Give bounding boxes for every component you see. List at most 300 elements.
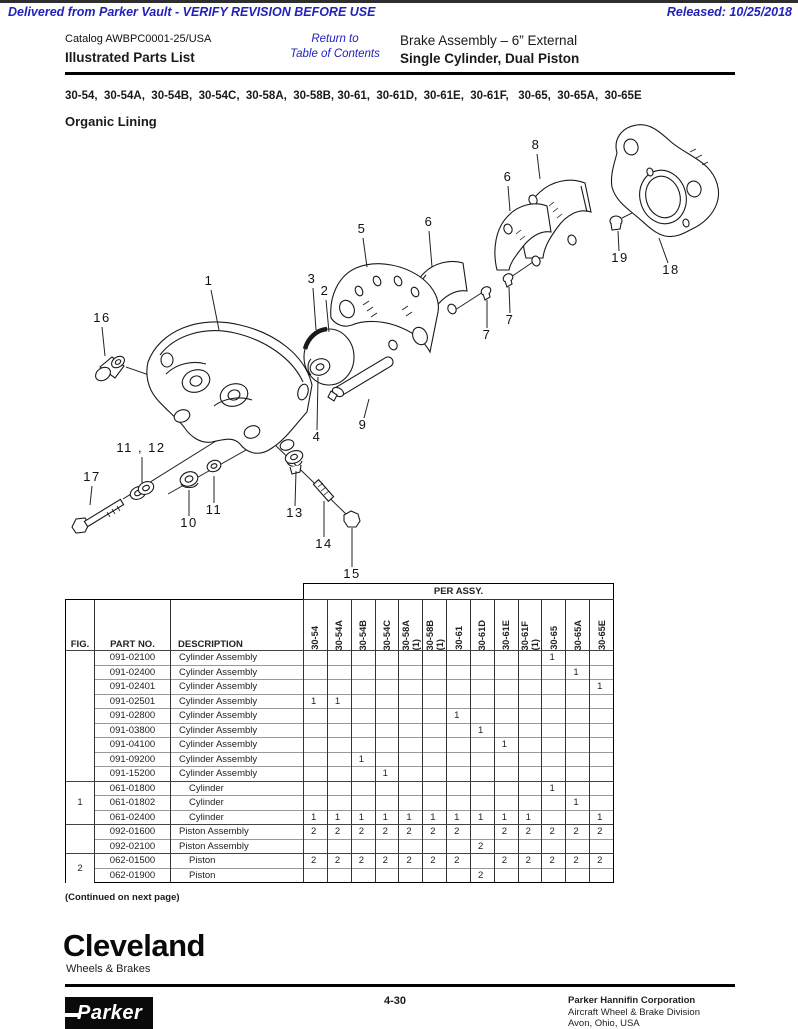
qty-cell xyxy=(351,680,375,695)
qty-cell: 2 xyxy=(470,868,494,883)
col-header-assembly xyxy=(423,600,447,651)
callout-number: 4 xyxy=(312,429,322,444)
qty-cell: 1 xyxy=(304,694,328,709)
qty-cell xyxy=(590,796,614,811)
callout-leader-line xyxy=(429,231,432,267)
col-header-assembly xyxy=(327,600,351,651)
qty-cell: 1 xyxy=(327,694,351,709)
fig-cell xyxy=(66,651,95,782)
qty-cell xyxy=(423,665,447,680)
qty-cell: 1 xyxy=(590,680,614,695)
assembly-model-label: 30-54 xyxy=(310,626,321,650)
col-header-description: DESCRIPTION xyxy=(171,600,304,651)
parts-table xyxy=(65,583,614,883)
table-row xyxy=(66,868,614,883)
part-no-cell: 091-02501 xyxy=(95,694,171,709)
qty-cell xyxy=(304,709,328,724)
callout-number: 7 xyxy=(482,327,492,342)
qty-cell: 1 xyxy=(375,810,399,825)
qty-cell xyxy=(375,781,399,796)
parker-logo-text: Parker xyxy=(77,1002,143,1024)
qty-cell: 2 xyxy=(423,854,447,869)
qty-cell xyxy=(375,709,399,724)
qty-cell xyxy=(447,796,471,811)
qty-cell xyxy=(351,781,375,796)
qty-cell: 2 xyxy=(423,825,447,840)
description-cell: Cylinder Assembly xyxy=(171,709,304,724)
qty-cell xyxy=(375,680,399,695)
callout-number: 15 xyxy=(343,566,361,581)
qty-cell xyxy=(304,680,328,695)
qty-cell xyxy=(518,680,542,695)
qty-cell xyxy=(566,738,590,753)
qty-cell xyxy=(518,781,542,796)
qty-cell xyxy=(542,665,566,680)
qty-cell xyxy=(590,694,614,709)
qty-cell: 2 xyxy=(518,825,542,840)
part-piston-cap xyxy=(304,329,354,385)
description-cell: Cylinder Assembly xyxy=(171,680,304,695)
qty-cell: 2 xyxy=(327,854,351,869)
qty-cell xyxy=(542,723,566,738)
qty-cell xyxy=(351,723,375,738)
callout-leader-line xyxy=(90,486,92,505)
callout-leader-line xyxy=(313,288,316,330)
qty-cell xyxy=(447,651,471,666)
qty-cell xyxy=(590,767,614,782)
qty-cell xyxy=(423,868,447,883)
qty-cell: 2 xyxy=(351,854,375,869)
qty-cell xyxy=(494,752,518,767)
part-rivet-a xyxy=(480,285,493,300)
qty-cell: 1 xyxy=(375,767,399,782)
qty-cell xyxy=(590,651,614,666)
callout-number: 5 xyxy=(357,221,367,236)
qty-cell xyxy=(304,796,328,811)
table-row xyxy=(66,839,614,854)
description-cell: Cylinder xyxy=(171,796,304,811)
qty-cell xyxy=(542,680,566,695)
qty-cell xyxy=(399,738,423,753)
description-cell: Cylinder xyxy=(171,781,304,796)
qty-cell xyxy=(542,810,566,825)
callout-number: 2 xyxy=(320,283,330,298)
qty-cell xyxy=(470,738,494,753)
qty-cell xyxy=(304,752,328,767)
catalog-number: Catalog AWBPC0001-25/USA xyxy=(65,33,212,45)
qty-cell: 1 xyxy=(327,810,351,825)
qty-cell xyxy=(518,796,542,811)
qty-cell xyxy=(327,651,351,666)
qty-cell xyxy=(375,796,399,811)
part-no-cell: 091-02400 xyxy=(95,665,171,680)
qty-cell xyxy=(375,665,399,680)
parker-logo xyxy=(65,997,153,1029)
vault-notice: Delivered from Parker Vault - VERIFY REVISION BEFORE USE xyxy=(8,5,376,19)
qty-cell xyxy=(590,781,614,796)
product-title-line1: Brake Assembly – 6” External xyxy=(400,33,578,48)
qty-cell xyxy=(304,665,328,680)
qty-cell xyxy=(590,868,614,883)
qty-cell xyxy=(351,839,375,854)
qty-cell xyxy=(494,868,518,883)
fig-cell: 1 xyxy=(66,781,95,825)
table-row xyxy=(66,854,614,869)
qty-cell: 1 xyxy=(351,810,375,825)
callout-number: 18 xyxy=(662,262,680,277)
qty-cell xyxy=(494,680,518,695)
qty-cell: 1 xyxy=(447,709,471,724)
col-header-assembly xyxy=(542,600,566,651)
assembly-model-label: 30-61F xyxy=(520,620,531,650)
col-header-assembly xyxy=(304,600,328,651)
table-row xyxy=(66,738,614,753)
assembly-model-label: 30-61D xyxy=(477,619,488,650)
qty-cell: 2 xyxy=(590,854,614,869)
part-no-cell: 091-09200 xyxy=(95,752,171,767)
page-number: 4-30 xyxy=(383,995,407,1007)
qty-cell xyxy=(351,665,375,680)
qty-cell xyxy=(399,781,423,796)
qty-cell xyxy=(375,839,399,854)
qty-cell xyxy=(447,839,471,854)
qty-cell xyxy=(327,738,351,753)
qty-cell xyxy=(351,651,375,666)
col-header-fig: FIG. xyxy=(66,600,95,651)
qty-cell xyxy=(542,738,566,753)
qty-cell xyxy=(327,665,351,680)
return-link-line2: Table of Contents xyxy=(290,48,380,60)
qty-cell xyxy=(470,781,494,796)
qty-cell xyxy=(542,796,566,811)
part-cap-15 xyxy=(344,511,360,527)
assembly-model-label: 30-61E xyxy=(501,620,512,650)
table-row xyxy=(66,767,614,782)
qty-cell xyxy=(566,839,590,854)
table-row xyxy=(66,723,614,738)
qty-cell: 1 xyxy=(494,738,518,753)
qty-cell xyxy=(542,839,566,854)
callout-leader-line xyxy=(659,238,668,263)
callout-leader-line xyxy=(363,238,367,267)
qty-cell xyxy=(470,651,494,666)
qty-cell xyxy=(351,868,375,883)
qty-cell: 1 xyxy=(566,796,590,811)
callout-number: 11 xyxy=(205,502,223,517)
qty-cell: 1 xyxy=(542,651,566,666)
qty-cell xyxy=(470,825,494,840)
page-title: Illustrated Parts List xyxy=(65,50,195,65)
qty-cell xyxy=(542,868,566,883)
qty-cell xyxy=(423,694,447,709)
assembly-model-label: 30-58B xyxy=(424,619,435,650)
qty-cell: 2 xyxy=(470,839,494,854)
callout-leader-line xyxy=(618,231,619,251)
qty-cell: 2 xyxy=(566,854,590,869)
qty-cell xyxy=(470,796,494,811)
qty-cell xyxy=(542,752,566,767)
qty-cell xyxy=(470,767,494,782)
description-cell: Cylinder Assembly xyxy=(171,723,304,738)
table-row xyxy=(66,665,614,680)
qty-cell xyxy=(304,651,328,666)
qty-cell xyxy=(351,709,375,724)
qty-cell xyxy=(399,767,423,782)
qty-cell xyxy=(494,839,518,854)
callout-number: 9 xyxy=(358,417,368,432)
qty-cell xyxy=(518,738,542,753)
qty-cell: 1 xyxy=(447,810,471,825)
section-title: Organic Lining xyxy=(65,114,157,129)
qty-cell xyxy=(375,752,399,767)
qty-cell: 2 xyxy=(399,854,423,869)
callout-leader-line xyxy=(537,154,540,179)
qty-cell: 2 xyxy=(542,825,566,840)
qty-cell xyxy=(327,752,351,767)
corp-company: Parker Hannifin Corporation xyxy=(568,995,696,1006)
qty-cell xyxy=(375,651,399,666)
assembly-model-label: 30-58A xyxy=(400,619,411,650)
assembly-model-label: 30-65E xyxy=(596,620,607,650)
qty-cell xyxy=(304,781,328,796)
part-elbow-fitting xyxy=(93,354,127,384)
qty-cell xyxy=(470,694,494,709)
col-header-assembly xyxy=(518,600,542,651)
qty-cell xyxy=(304,839,328,854)
part-no-cell: 091-15200 xyxy=(95,767,171,782)
fig-cell: 2 xyxy=(66,854,95,883)
col-header-assembly xyxy=(470,600,494,651)
qty-cell: 1 xyxy=(542,781,566,796)
part-rivet-b xyxy=(502,272,515,287)
description-cell: Cylinder Assembly xyxy=(171,651,304,666)
assembly-model-label: 30-54B xyxy=(358,619,369,650)
qty-cell xyxy=(399,680,423,695)
qty-cell: 1 xyxy=(518,810,542,825)
qty-cell: 2 xyxy=(494,854,518,869)
callout-leader-line xyxy=(295,471,296,506)
qty-cell xyxy=(494,665,518,680)
qty-cell xyxy=(304,723,328,738)
description-cell: Cylinder Assembly xyxy=(171,665,304,680)
qty-cell xyxy=(518,868,542,883)
part-housing xyxy=(147,322,312,453)
table-row xyxy=(66,796,614,811)
part-no-cell: 092-01600 xyxy=(95,825,171,840)
description-cell: Cylinder Assembly xyxy=(171,738,304,753)
qty-cell xyxy=(566,651,590,666)
callout-leader-line xyxy=(102,327,105,356)
qty-cell: 1 xyxy=(304,810,328,825)
qty-cell xyxy=(447,752,471,767)
description-cell: Cylinder Assembly xyxy=(171,694,304,709)
qty-cell xyxy=(518,694,542,709)
qty-cell xyxy=(327,868,351,883)
part-no-cell: 092-02100 xyxy=(95,839,171,854)
part-no-cell: 061-01802 xyxy=(95,796,171,811)
qty-cell xyxy=(590,839,614,854)
qty-cell xyxy=(590,709,614,724)
qty-cell xyxy=(518,752,542,767)
qty-cell xyxy=(566,767,590,782)
qty-cell xyxy=(566,709,590,724)
description-cell: Cylinder xyxy=(171,810,304,825)
corp-location: Avon, Ohio, USA xyxy=(568,1018,640,1029)
qty-cell xyxy=(566,680,590,695)
qty-cell xyxy=(518,665,542,680)
qty-cell: 1 xyxy=(399,810,423,825)
callout-number: 13 xyxy=(286,505,304,520)
table-row xyxy=(66,781,614,796)
part-bolt-19 xyxy=(610,216,622,230)
qty-cell xyxy=(494,709,518,724)
qty-cell xyxy=(399,665,423,680)
qty-cell xyxy=(542,767,566,782)
description-cell: Piston Assembly xyxy=(171,825,304,840)
qty-cell xyxy=(327,680,351,695)
assembly-note-ref: (1) xyxy=(410,638,421,650)
part-shapes xyxy=(72,125,719,533)
qty-cell xyxy=(423,680,447,695)
callout-number: 17 xyxy=(83,469,101,484)
qty-cell xyxy=(447,738,471,753)
callout-number: 14 xyxy=(315,536,333,551)
table-row xyxy=(66,709,614,724)
part-no-cell: 062-01500 xyxy=(95,854,171,869)
qty-cell xyxy=(470,665,494,680)
qty-cell xyxy=(566,752,590,767)
assembly-model-label: 30-61 xyxy=(453,626,464,650)
qty-cell xyxy=(399,839,423,854)
qty-cell xyxy=(304,868,328,883)
part-no-cell: 091-04100 xyxy=(95,738,171,753)
qty-cell xyxy=(304,767,328,782)
qty-cell xyxy=(423,709,447,724)
assembly-note-ref: (1) xyxy=(530,638,541,650)
product-title-line2: Single Cylinder, Dual Piston xyxy=(400,51,580,66)
qty-cell xyxy=(351,796,375,811)
qty-cell xyxy=(447,781,471,796)
table-row xyxy=(66,825,614,840)
callout-number: 19 xyxy=(611,250,629,265)
qty-cell xyxy=(590,738,614,753)
qty-cell: 2 xyxy=(375,825,399,840)
qty-cell: 2 xyxy=(447,825,471,840)
qty-cell xyxy=(447,694,471,709)
qty-cell xyxy=(375,723,399,738)
part-no-cell: 091-02100 xyxy=(95,651,171,666)
qty-cell xyxy=(518,709,542,724)
part-no-cell: 061-01800 xyxy=(95,781,171,796)
qty-cell xyxy=(423,752,447,767)
qty-cell xyxy=(447,767,471,782)
table-header-spacer xyxy=(66,584,304,600)
part-nut-10 xyxy=(178,469,200,488)
qty-cell xyxy=(566,810,590,825)
qty-cell xyxy=(327,709,351,724)
qty-cell: 1 xyxy=(470,810,494,825)
cleveland-logo: Cleveland xyxy=(63,928,205,963)
qty-cell xyxy=(470,680,494,695)
callout-leader-line xyxy=(317,377,318,430)
qty-cell xyxy=(566,723,590,738)
col-header-assembly xyxy=(351,600,375,651)
model-numbers-line: 30-54, 30-54A, 30-54B, 30-54C, 30-58A, 30-58B, 30-61, 30-61D, 30-61E, 30-61F, 30-65, 30-65A, 30-65E xyxy=(65,90,642,102)
assembly-note-ref: (1) xyxy=(434,638,445,650)
qty-cell xyxy=(327,767,351,782)
description-cell: Piston xyxy=(171,868,304,883)
qty-cell xyxy=(470,709,494,724)
qty-cell xyxy=(375,738,399,753)
qty-cell: 2 xyxy=(447,854,471,869)
qty-cell xyxy=(470,752,494,767)
qty-cell xyxy=(494,651,518,666)
qty-cell xyxy=(590,723,614,738)
qty-cell xyxy=(590,752,614,767)
qty-cell xyxy=(423,781,447,796)
qty-cell: 2 xyxy=(566,825,590,840)
parts-table-container xyxy=(65,583,614,883)
callout-number: 16 xyxy=(93,310,111,325)
part-no-cell: 062-01900 xyxy=(95,868,171,883)
col-header-assembly xyxy=(447,600,471,651)
qty-cell xyxy=(423,723,447,738)
qty-cell xyxy=(351,767,375,782)
part-no-cell: 091-02401 xyxy=(95,680,171,695)
description-cell: Cylinder Assembly xyxy=(171,767,304,782)
qty-cell xyxy=(447,868,471,883)
callout-number: 1 xyxy=(204,273,214,288)
qty-cell xyxy=(399,651,423,666)
col-header-assembly xyxy=(375,600,399,651)
qty-cell xyxy=(494,767,518,782)
released-date: Released: 10/25/2018 xyxy=(666,5,792,19)
corp-division: Aircraft Wheel & Brake Division xyxy=(568,1006,700,1018)
callout-number: 8 xyxy=(531,137,541,152)
qty-cell: 1 xyxy=(423,810,447,825)
qty-cell xyxy=(399,709,423,724)
continued-note: (Continued on next page) xyxy=(65,892,180,903)
qty-cell: 1 xyxy=(566,665,590,680)
qty-cell: 2 xyxy=(590,825,614,840)
qty-cell xyxy=(327,723,351,738)
callout-number: 6 xyxy=(503,169,513,184)
qty-cell xyxy=(423,796,447,811)
qty-cell xyxy=(423,651,447,666)
qty-cell xyxy=(327,839,351,854)
table-row xyxy=(66,651,614,666)
qty-cell: 2 xyxy=(518,854,542,869)
col-header-assembly xyxy=(399,600,423,651)
qty-cell xyxy=(566,868,590,883)
col-header-part-no: PART NO. xyxy=(95,600,171,651)
qty-cell xyxy=(399,694,423,709)
table-row xyxy=(66,752,614,767)
part-bolt-17 xyxy=(72,499,124,533)
col-header-assembly xyxy=(566,600,590,651)
qty-cell xyxy=(399,796,423,811)
qty-cell: 1 xyxy=(494,810,518,825)
qty-cell xyxy=(494,694,518,709)
qty-cell xyxy=(351,694,375,709)
qty-cell xyxy=(518,767,542,782)
qty-cell xyxy=(447,680,471,695)
table-row xyxy=(66,810,614,825)
per-assy-header: PER ASSY. xyxy=(304,584,614,600)
assembly-model-label: 30-54A xyxy=(334,619,345,650)
qty-cell: 2 xyxy=(494,825,518,840)
part-no-cell: 091-02800 xyxy=(95,709,171,724)
